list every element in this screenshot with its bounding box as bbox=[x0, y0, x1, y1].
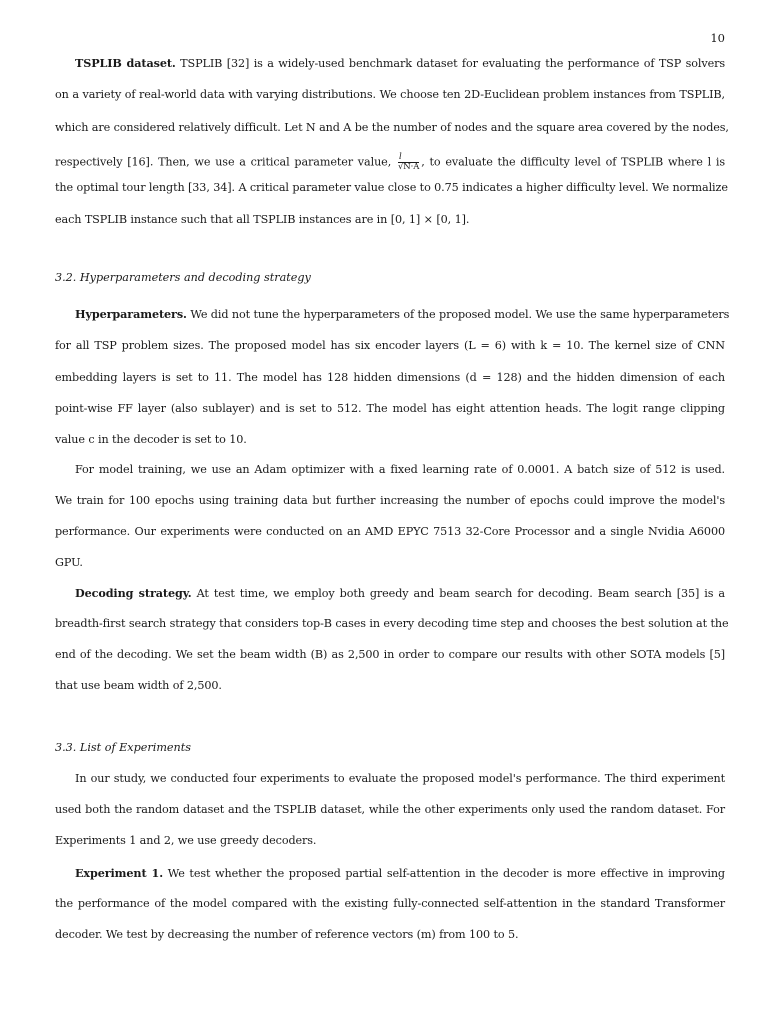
text-line: GPU. bbox=[55, 556, 83, 569]
text-line: Hyperparameters. We did not tune the hyperparameters of the proposed model. We use the same hyperparameters bbox=[75, 307, 730, 321]
section-heading-3-2: 3.2. Hyperparameters and decoding strategy bbox=[55, 271, 311, 284]
critical-parameter-fraction: $\frac{l}{√N\cdot A}$ bbox=[397, 152, 420, 172]
text-line: Experiment 1. We test whether the proposed partial self-attention in the decoder is more effective in improving bbox=[75, 866, 725, 880]
text-line: value c in the decoder is set to 10. bbox=[55, 433, 247, 446]
experiment-1-title: Experiment 1. bbox=[75, 866, 164, 880]
text-line: TSPLIB dataset. TSPLIB [32] is a widely-used benchmark dataset for evaluating the performance of TSP solvers bbox=[75, 56, 725, 70]
text-line: embedding layers is set to 11. The model has 128 hidden dimensions (d = 128) and the hidden dimension of each bbox=[55, 371, 725, 384]
text-line: used both the random dataset and the TSPLIB dataset, while the other experiments only used the random dataset. For bbox=[55, 803, 725, 816]
decoding-title: Decoding strategy. bbox=[75, 586, 192, 600]
text-line: Decoding strategy. At test time, we employ both greedy and beam search for decoding. Beam search [35] is a bbox=[75, 586, 725, 600]
page-number: 10 bbox=[710, 31, 725, 45]
text-line: point-wise FF layer (also sublayer) and is set to 512. The model has eight attention heads. The logit range clipping bbox=[55, 402, 725, 415]
text-line: We train for 100 epochs using training data but further increasing the number of epochs could improve the model's bbox=[55, 494, 725, 507]
text-line: Experiments 1 and 2, we use greedy decoders. bbox=[55, 834, 317, 847]
text-line: In our study, we conducted four experiments to evaluate the proposed model's performance. The third experiment bbox=[75, 772, 725, 785]
text-line: that use beam width of 2,500. bbox=[55, 679, 222, 692]
text-line: each TSPLIB instance such that all TSPLIB instances are in [0, 1] × [0, 1]. bbox=[55, 213, 470, 226]
text-line: the optimal tour length [33, 34]. A critical parameter value close to 0.75 indicates a higher difficulty level. We normalize bbox=[55, 181, 728, 194]
section-heading-3-3: 3.3. List of Experiments bbox=[55, 741, 191, 754]
hyperparameters-title: Hyperparameters. bbox=[75, 307, 187, 321]
text-line: For model training, we use an Adam optimizer with a fixed learning rate of 0.0001. A batch size of 512 is used. bbox=[75, 463, 725, 476]
text-line: on a variety of real-world data with varying distributions. We choose ten 2D-Euclidean problem instances from TSPLIB, bbox=[55, 88, 725, 101]
text-line: performance. Our experiments were conducted on an AMD EPYC 7513 32-Core Processor and a single Nvidia A6000 bbox=[55, 525, 725, 538]
text-line: which are considered relatively difficult. Let N and A be the number of nodes and the square area covered by the nodes, bbox=[55, 121, 729, 134]
text-line: decoder. We test by decreasing the number of reference vectors (m) from 100 to 5. bbox=[55, 928, 519, 941]
text-line: respectively [16]. Then, we use a critical parameter value, $\frac{l}{√N\cdot A}$ , to evaluate the difficulty level of TSPLIB where l is bbox=[55, 152, 725, 172]
tsplib-title: TSPLIB dataset. bbox=[75, 56, 176, 70]
text-line: breadth-first search strategy that considers top-B cases in every decoding time step and chooses the best solution at the bbox=[55, 617, 729, 630]
text-line: for all TSP problem sizes. The proposed model has six encoder layers (L = 6) with k = 10. The kernel size of CNN bbox=[55, 339, 725, 352]
text-line: the performance of the model compared with the existing fully-connected self-attention in the standard Transformer bbox=[55, 897, 725, 910]
text-line: end of the decoding. We set the beam width (B) as 2,500 in order to compare our results with other SOTA models [5] bbox=[55, 648, 725, 661]
